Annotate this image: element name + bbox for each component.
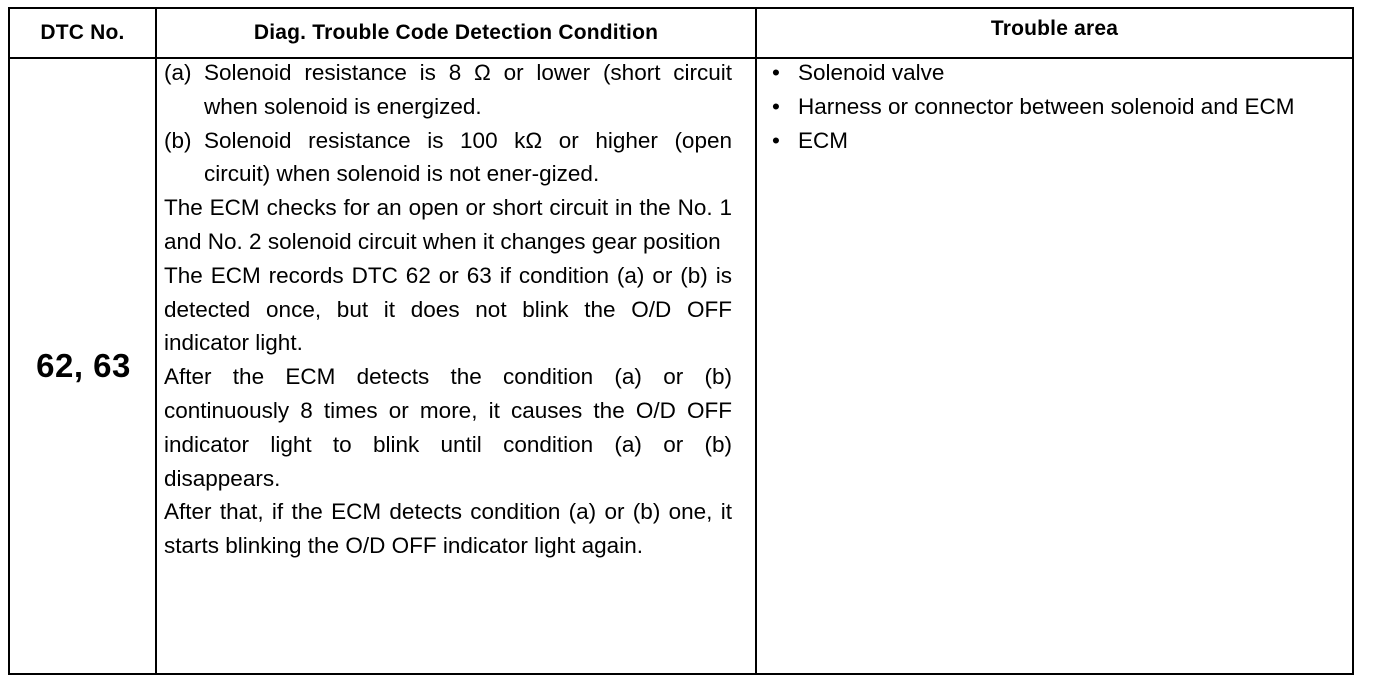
condition-text: Solenoid resistance is 100 kΩ or higher (open circuit) when solenoid is not ener-gized.: [204, 127, 732, 187]
dtc-number: 62, 63: [36, 347, 131, 384]
header-detection-condition: Diag. Trouble Code Detection Condition: [253, 21, 659, 44]
condition-paragraph: The ECM checks for an open or short circuit in the No. 1 and No. 2 solenoid circuit when it changes gear position: [164, 195, 732, 254]
condition-label: (a): [164, 60, 192, 85]
condition-item: [164, 56, 732, 124]
condition-item: [164, 124, 732, 192]
condition-text: Solenoid resistance is 8 Ω or lower (short circuit when solenoid is energized.: [204, 60, 732, 119]
trouble-area-text: Harness or connector between solenoid and ECM: [798, 93, 1295, 119]
trouble-area-cell: [768, 56, 1338, 157]
header-dtc-no: DTC No.: [40, 21, 125, 44]
condition-label: (b): [164, 127, 192, 153]
condition-paragraph: After that, if the ECM detects condition (a) or (b) one, it starts blinking the O/D OFF indicator light again.: [164, 499, 732, 559]
bullet-icon: •: [772, 127, 780, 153]
detection-condition-cell: [164, 56, 732, 563]
trouble-area-text: Solenoid valve: [798, 60, 945, 85]
trouble-area-item: [768, 124, 1338, 158]
column-divider: [755, 9, 757, 673]
header-trouble-area: Trouble area: [990, 17, 1119, 40]
condition-paragraph: The ECM records DTC 62 or 63 if condition (a) or (b) is detected once, but it does not blink the O/D OFF indicator light.: [164, 262, 732, 356]
trouble-area-item: [768, 90, 1338, 124]
trouble-area-item: [768, 56, 1338, 90]
bullet-icon: •: [772, 93, 780, 119]
trouble-area-text: ECM: [798, 127, 848, 153]
condition-paragraph: After the ECM detects the condition (a) or (b) continuously 8 times or more, it causes the O/D OFF indicator light to blink until condition (a) or (b) disappears.: [164, 364, 732, 491]
bullet-icon: •: [772, 60, 780, 85]
